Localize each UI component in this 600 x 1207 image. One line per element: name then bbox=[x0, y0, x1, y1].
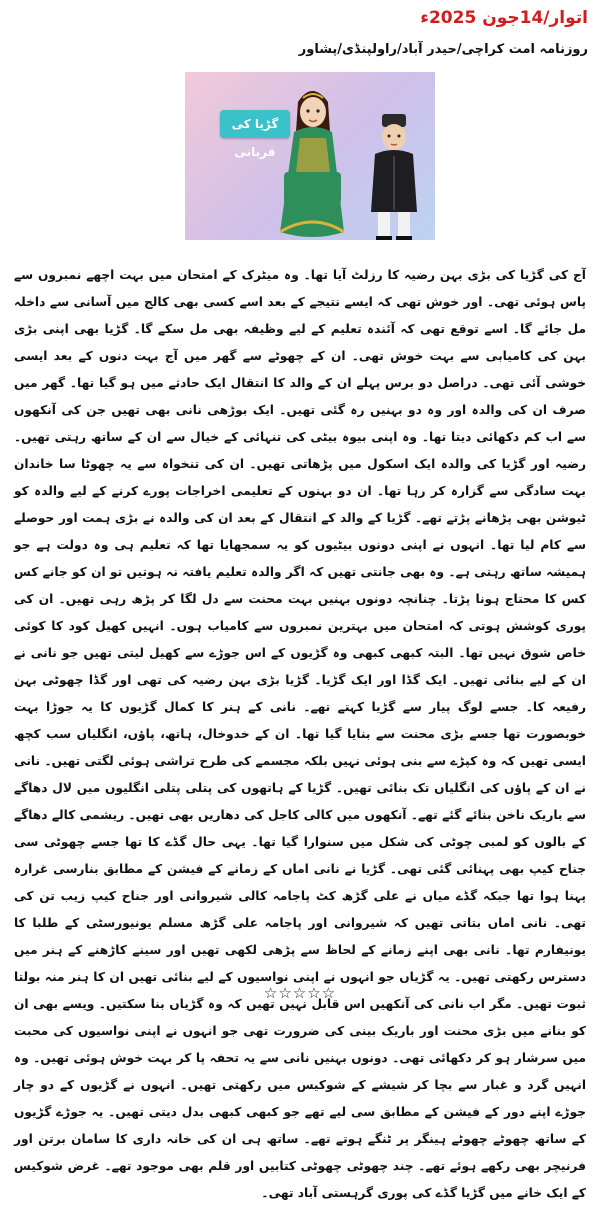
end-stars: ☆☆☆☆☆ bbox=[263, 984, 337, 1002]
newspaper-source-line: روزنامہ امت کراچی/حیدر آباد/راولپنڈی/پشاور bbox=[298, 42, 588, 57]
image-title-badge: گڑیا کی قربانی bbox=[220, 110, 290, 138]
bride-doll bbox=[270, 82, 355, 240]
article-paragraph: آج کی گڑیا کی بڑی بہن رضیہ کا رزلٹ آیا تھا۔ وہ میٹرک کے امتحان میں بہت اچھے نمبروں سے پاس ہوئی تھی۔ اور خوش تھی کہ ایسے نتیجے کے بعد اسے کسی بھی کالج میں آسانی سے داخلہ مل جائے گا۔ اسے توقع تھی کہ آئندہ تعلیم کے لیے وظیفہ بھی مل سکے گا۔ گڑیا بھی اپنی بڑی بہن کی کامیابی سے بہت خوش تھی۔ ان کے چھوٹے سے گھر میں آج بہت دنوں کے بعد ایسی خوشی آئی تھی۔ دراصل دو برس پہلے ان کے والد کا انتقال ایک حادثے میں ہو گیا تھا۔ گھر میں صرف ان کی والدہ اور وہ دو بہنیں رہ گئی تھیں۔ ایک بوڑھی نانی بھی تھیں جن کی آنکھوں سے اب کم دکھائی دیتا تھا۔ وہ اپنی بیوہ بیٹی کی تنہائی کے خیال سے ان کے ساتھ رہتی تھیں۔ رضیہ اور گڑیا کی والدہ ایک اسکول میں پڑھاتی تھیں۔ ان کی تنخواہ سے یہ چھوٹا سا خاندان بہت سادگی سے گزارہ کر رہا تھا۔ ان دو بہنوں کے تعلیمی اخراجات پورے کرنے کے لیے والدہ کو ٹیوشن بھی پڑھانے پڑتے تھے۔ گڑیا کے والد کے انتقال کے بعد ان کی والدہ نے بڑی ہمت اور حوصلے سے کام لیا تھا۔ انہوں نے اپنی دونوں بیٹیوں کو یہ سمجھایا تھا کہ تعلیم ہی وہ دولت ہے جو ہمیشہ ساتھ رہتی ہے۔ وہ بھی جانتی تھیں کہ اگر والدہ تعلیم یافتہ نہ ہوتیں تو ان کو جانے کس کس کا محتاج ہونا پڑتا۔ چنانچہ دونوں بہنیں بہت محنت سے دل لگا کر پڑھ رہی تھیں۔ ان کی پوری کوشش ہوتی کہ امتحان میں بہترین نمبروں سے کامیاب ہوں۔ انہیں کھیل کود کا کوئی خاص شوق نہیں تھا۔ البتہ کبھی کبھی وہ گڑیوں کے اس جوڑے سے کھیل لیتی تھیں جو نانی نے ان کے لیے بنائی تھیں۔ ایک گڈا اور ایک گڑیا۔ گڑیا بڑی بہن رضیہ کی تھی اور گڈا چھوٹی بہن رفیعہ کا۔ جسے لوگ پیار سے گڑیا کہتے تھے۔ نانی کے ہنر کا کمال گڑیوں کا یہ جوڑا بہت خوبصورت تھا جسے بڑی محنت سے بنایا گیا تھا۔ ان کے خدوخال، ہاتھ، پاؤں، انگلیاں سب کچھ ایسی تھیں کہ وہ کپڑے سے بنی ہوئی نہیں بلکہ مجسمے کی طرح تراشی ہوئی لگتی تھیں۔ نانی نے ان کے پاؤں کی انگلیاں تک بنائی تھیں۔ گڑیا کے ہاتھوں کی پتلی پتلی انگلیوں میں لال دھاگے سے باریک ناخن بنائے گئے تھے۔ آنکھوں میں کالی کاجل کی دھاریں بھی تھیں۔ ریشمی کالے دھاگے کے بالوں کو لمبی چوٹی کی شکل میں سنوارا گیا تھا۔ یہی حال گڈے کا تھا جسے چھوٹی سی جناح کیپ بھی پہنائی گئی تھی۔ گڑیا نے نانی اماں کے زمانے کے فیشن کے مطابق بنارسی غرارہ پہنا ہوا تھا جبکہ گڈے میاں نے علی گڑھ کٹ پاجامہ کالی شیروانی اور جناح کیپ زیب تن کی تھی۔ نانی اماں بتاتی تھیں کہ شیروانی اور پاجامہ علی گڑھ مسلم یونیورسٹی کے طلبا کا یونیفارم تھا۔ نانی بھی اپنے زمانے کے لحاظ سے پڑھی لکھی تھیں اور سینے کاڑھنے کے ہنر میں دسترس رکھتی تھیں۔ یہ گڑیاں جو انہوں نے اپنی نواسیوں کے لیے بنائی تھیں ان کا ہنر منہ بولتا ثبوت تھیں۔ مگر اب نانی کی آنکھیں اس قابل نہیں تھیں کہ وہ گڑیاں بنا سکتیں۔ ویسے بھی ان کو بنانے میں بڑی محنت اور باریک بینی کی ضرورت تھی جو انہوں نے اپنی نواسیوں کی محبت میں سرشار ہو کر دکھائی تھی۔ دونوں بہنیں نانی سے یہ تحفہ پا کر بہت خوش ہوئی تھیں۔ وہ انہیں گرد و غبار سے بچا کر شیشے کے شوکیس میں رکھتی تھیں۔ انہوں نے گڑیوں کے دو چار جوڑے اپنے دور کے فیشن کے مطابق سی لیے تھے جو کبھی کبھی بدل دیتی تھیں۔ یہ جوڑے گڑیوں کے ساتھ چھوٹے چھوٹے ہینگر پر ٹنگے ہوتے تھے۔ ساتھ ہی ان کی خانہ داری کا سامان برتن اور فرنیچر بھی رکھے ہوئے تھے۔ چند چھوٹی چھوٹی کتابیں اور قلم بھی موجود تھے۔ غرض شوکیس کے ایک خانے میں گڑیا گڈے کی پوری گرہستی آباد تھی۔ bbox=[14, 268, 586, 1200]
article-image bbox=[185, 72, 435, 240]
page-date: اتوار/14جون 2025ء bbox=[420, 8, 588, 28]
groom-doll bbox=[363, 112, 425, 240]
article-body bbox=[14, 262, 586, 1207]
